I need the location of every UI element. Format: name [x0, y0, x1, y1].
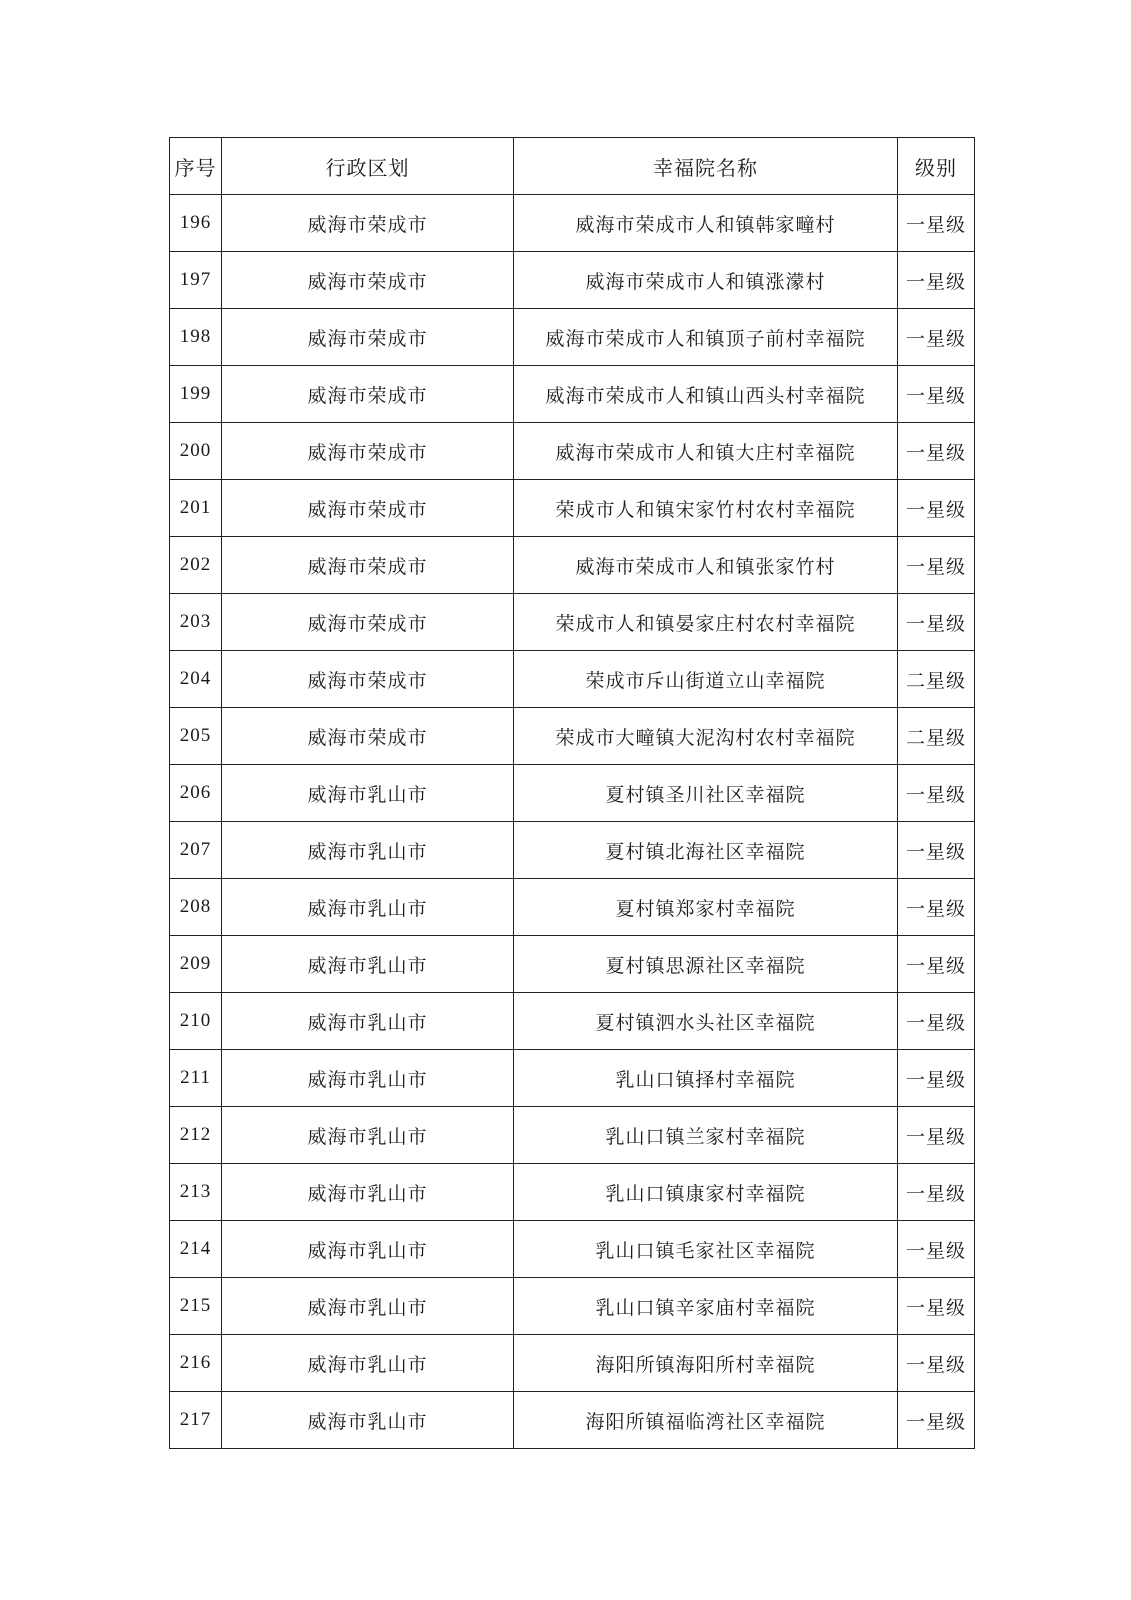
- table-row: [170, 252, 975, 309]
- cell-index: 208: [170, 879, 222, 936]
- cell-level: 一星级: [898, 879, 975, 936]
- cell-region: 威海市乳山市: [222, 936, 514, 993]
- table-row: [170, 708, 975, 765]
- table-row: [170, 1221, 975, 1278]
- cell-index: 202: [170, 537, 222, 594]
- cell-region: 威海市乳山市: [222, 822, 514, 879]
- cell-index: 201: [170, 480, 222, 537]
- cell-region: 威海市荣成市: [222, 651, 514, 708]
- cell-region: 威海市荣成市: [222, 423, 514, 480]
- cell-region: 威海市乳山市: [222, 993, 514, 1050]
- cell-index: 205: [170, 708, 222, 765]
- cell-region: 威海市荣成市: [222, 537, 514, 594]
- cell-region: 威海市乳山市: [222, 879, 514, 936]
- cell-region: 威海市荣成市: [222, 195, 514, 252]
- happiness-home-table: [169, 137, 975, 1449]
- cell-index: 213: [170, 1164, 222, 1221]
- cell-level: 二星级: [898, 651, 975, 708]
- cell-index: 215: [170, 1278, 222, 1335]
- table-row: [170, 1335, 975, 1392]
- table-row: [170, 822, 975, 879]
- table-row: [170, 423, 975, 480]
- cell-region: 威海市乳山市: [222, 1107, 514, 1164]
- cell-name: 夏村镇泗水头社区幸福院: [514, 993, 898, 1050]
- cell-name: 乳山口镇辛家庙村幸福院: [514, 1278, 898, 1335]
- cell-region: 威海市乳山市: [222, 1278, 514, 1335]
- cell-name: 海阳所镇福临湾社区幸福院: [514, 1392, 898, 1449]
- cell-index: 207: [170, 822, 222, 879]
- cell-region: 威海市乳山市: [222, 1221, 514, 1278]
- cell-region: 威海市乳山市: [222, 1050, 514, 1107]
- cell-region: 威海市乳山市: [222, 1335, 514, 1392]
- table-header: [170, 138, 975, 195]
- cell-name: 威海市荣成市人和镇涨濛村: [514, 252, 898, 309]
- table-row: [170, 1050, 975, 1107]
- cell-level: 一星级: [898, 1221, 975, 1278]
- table-row: [170, 1164, 975, 1221]
- cell-index: 212: [170, 1107, 222, 1164]
- table-row: [170, 879, 975, 936]
- cell-level: 一星级: [898, 252, 975, 309]
- cell-name: 威海市荣成市人和镇山西头村幸福院: [514, 366, 898, 423]
- table-header-row: [170, 138, 975, 195]
- cell-index: 209: [170, 936, 222, 993]
- cell-region: 威海市荣成市: [222, 309, 514, 366]
- table-row: [170, 651, 975, 708]
- cell-level: 二星级: [898, 708, 975, 765]
- cell-index: 217: [170, 1392, 222, 1449]
- cell-index: 206: [170, 765, 222, 822]
- cell-index: 210: [170, 993, 222, 1050]
- table-row: [170, 936, 975, 993]
- cell-index: 214: [170, 1221, 222, 1278]
- cell-region: 威海市荣成市: [222, 708, 514, 765]
- cell-level: 一星级: [898, 1107, 975, 1164]
- cell-region: 威海市荣成市: [222, 594, 514, 651]
- cell-region: 威海市荣成市: [222, 252, 514, 309]
- cell-name: 荣成市人和镇晏家庄村农村幸福院: [514, 594, 898, 651]
- cell-name: 乳山口镇兰家村幸福院: [514, 1107, 898, 1164]
- cell-level: 一星级: [898, 423, 975, 480]
- cell-name: 威海市荣成市人和镇顶子前村幸福院: [514, 309, 898, 366]
- table-row: [170, 537, 975, 594]
- cell-name: 夏村镇郑家村幸福院: [514, 879, 898, 936]
- cell-level: 一星级: [898, 1392, 975, 1449]
- table-row: [170, 594, 975, 651]
- cell-level: 一星级: [898, 594, 975, 651]
- cell-index: 203: [170, 594, 222, 651]
- cell-name: 荣成市大疃镇大泥沟村农村幸福院: [514, 708, 898, 765]
- cell-level: 一星级: [898, 1335, 975, 1392]
- cell-name: 荣成市斥山街道立山幸福院: [514, 651, 898, 708]
- cell-level: 一星级: [898, 309, 975, 366]
- header-name: 幸福院名称: [514, 138, 898, 195]
- cell-name: 夏村镇北海社区幸福院: [514, 822, 898, 879]
- table-body: [170, 195, 975, 1449]
- cell-index: 198: [170, 309, 222, 366]
- cell-name: 威海市荣成市人和镇韩家疃村: [514, 195, 898, 252]
- table-row: [170, 765, 975, 822]
- table-row: [170, 195, 975, 252]
- cell-index: 197: [170, 252, 222, 309]
- cell-level: 一星级: [898, 366, 975, 423]
- cell-name: 乳山口镇康家村幸福院: [514, 1164, 898, 1221]
- cell-region: 威海市荣成市: [222, 480, 514, 537]
- cell-level: 一星级: [898, 765, 975, 822]
- cell-name: 威海市荣成市人和镇张家竹村: [514, 537, 898, 594]
- cell-level: 一星级: [898, 936, 975, 993]
- cell-level: 一星级: [898, 1278, 975, 1335]
- cell-index: 200: [170, 423, 222, 480]
- cell-name: 威海市荣成市人和镇大庄村幸福院: [514, 423, 898, 480]
- cell-index: 211: [170, 1050, 222, 1107]
- cell-region: 威海市乳山市: [222, 1164, 514, 1221]
- cell-level: 一星级: [898, 195, 975, 252]
- table-row: [170, 993, 975, 1050]
- table-row: [170, 309, 975, 366]
- header-region: 行政区划: [222, 138, 514, 195]
- cell-name: 夏村镇圣川社区幸福院: [514, 765, 898, 822]
- cell-name: 乳山口镇择村幸福院: [514, 1050, 898, 1107]
- header-level: 级别: [898, 138, 975, 195]
- cell-index: 199: [170, 366, 222, 423]
- cell-index: 216: [170, 1335, 222, 1392]
- cell-level: 一星级: [898, 537, 975, 594]
- table-row: [170, 1278, 975, 1335]
- table-row: [170, 366, 975, 423]
- cell-region: 威海市乳山市: [222, 765, 514, 822]
- cell-level: 一星级: [898, 1050, 975, 1107]
- table-row: [170, 1107, 975, 1164]
- cell-name: 夏村镇思源社区幸福院: [514, 936, 898, 993]
- cell-level: 一星级: [898, 1164, 975, 1221]
- cell-region: 威海市乳山市: [222, 1392, 514, 1449]
- cell-name: 荣成市人和镇宋家竹村农村幸福院: [514, 480, 898, 537]
- cell-index: 204: [170, 651, 222, 708]
- cell-level: 一星级: [898, 480, 975, 537]
- cell-name: 乳山口镇毛家社区幸福院: [514, 1221, 898, 1278]
- table-row: [170, 1392, 975, 1449]
- cell-index: 196: [170, 195, 222, 252]
- cell-level: 一星级: [898, 993, 975, 1050]
- cell-region: 威海市荣成市: [222, 366, 514, 423]
- cell-name: 海阳所镇海阳所村幸福院: [514, 1335, 898, 1392]
- table-row: [170, 480, 975, 537]
- header-index: 序号: [170, 138, 222, 195]
- cell-level: 一星级: [898, 822, 975, 879]
